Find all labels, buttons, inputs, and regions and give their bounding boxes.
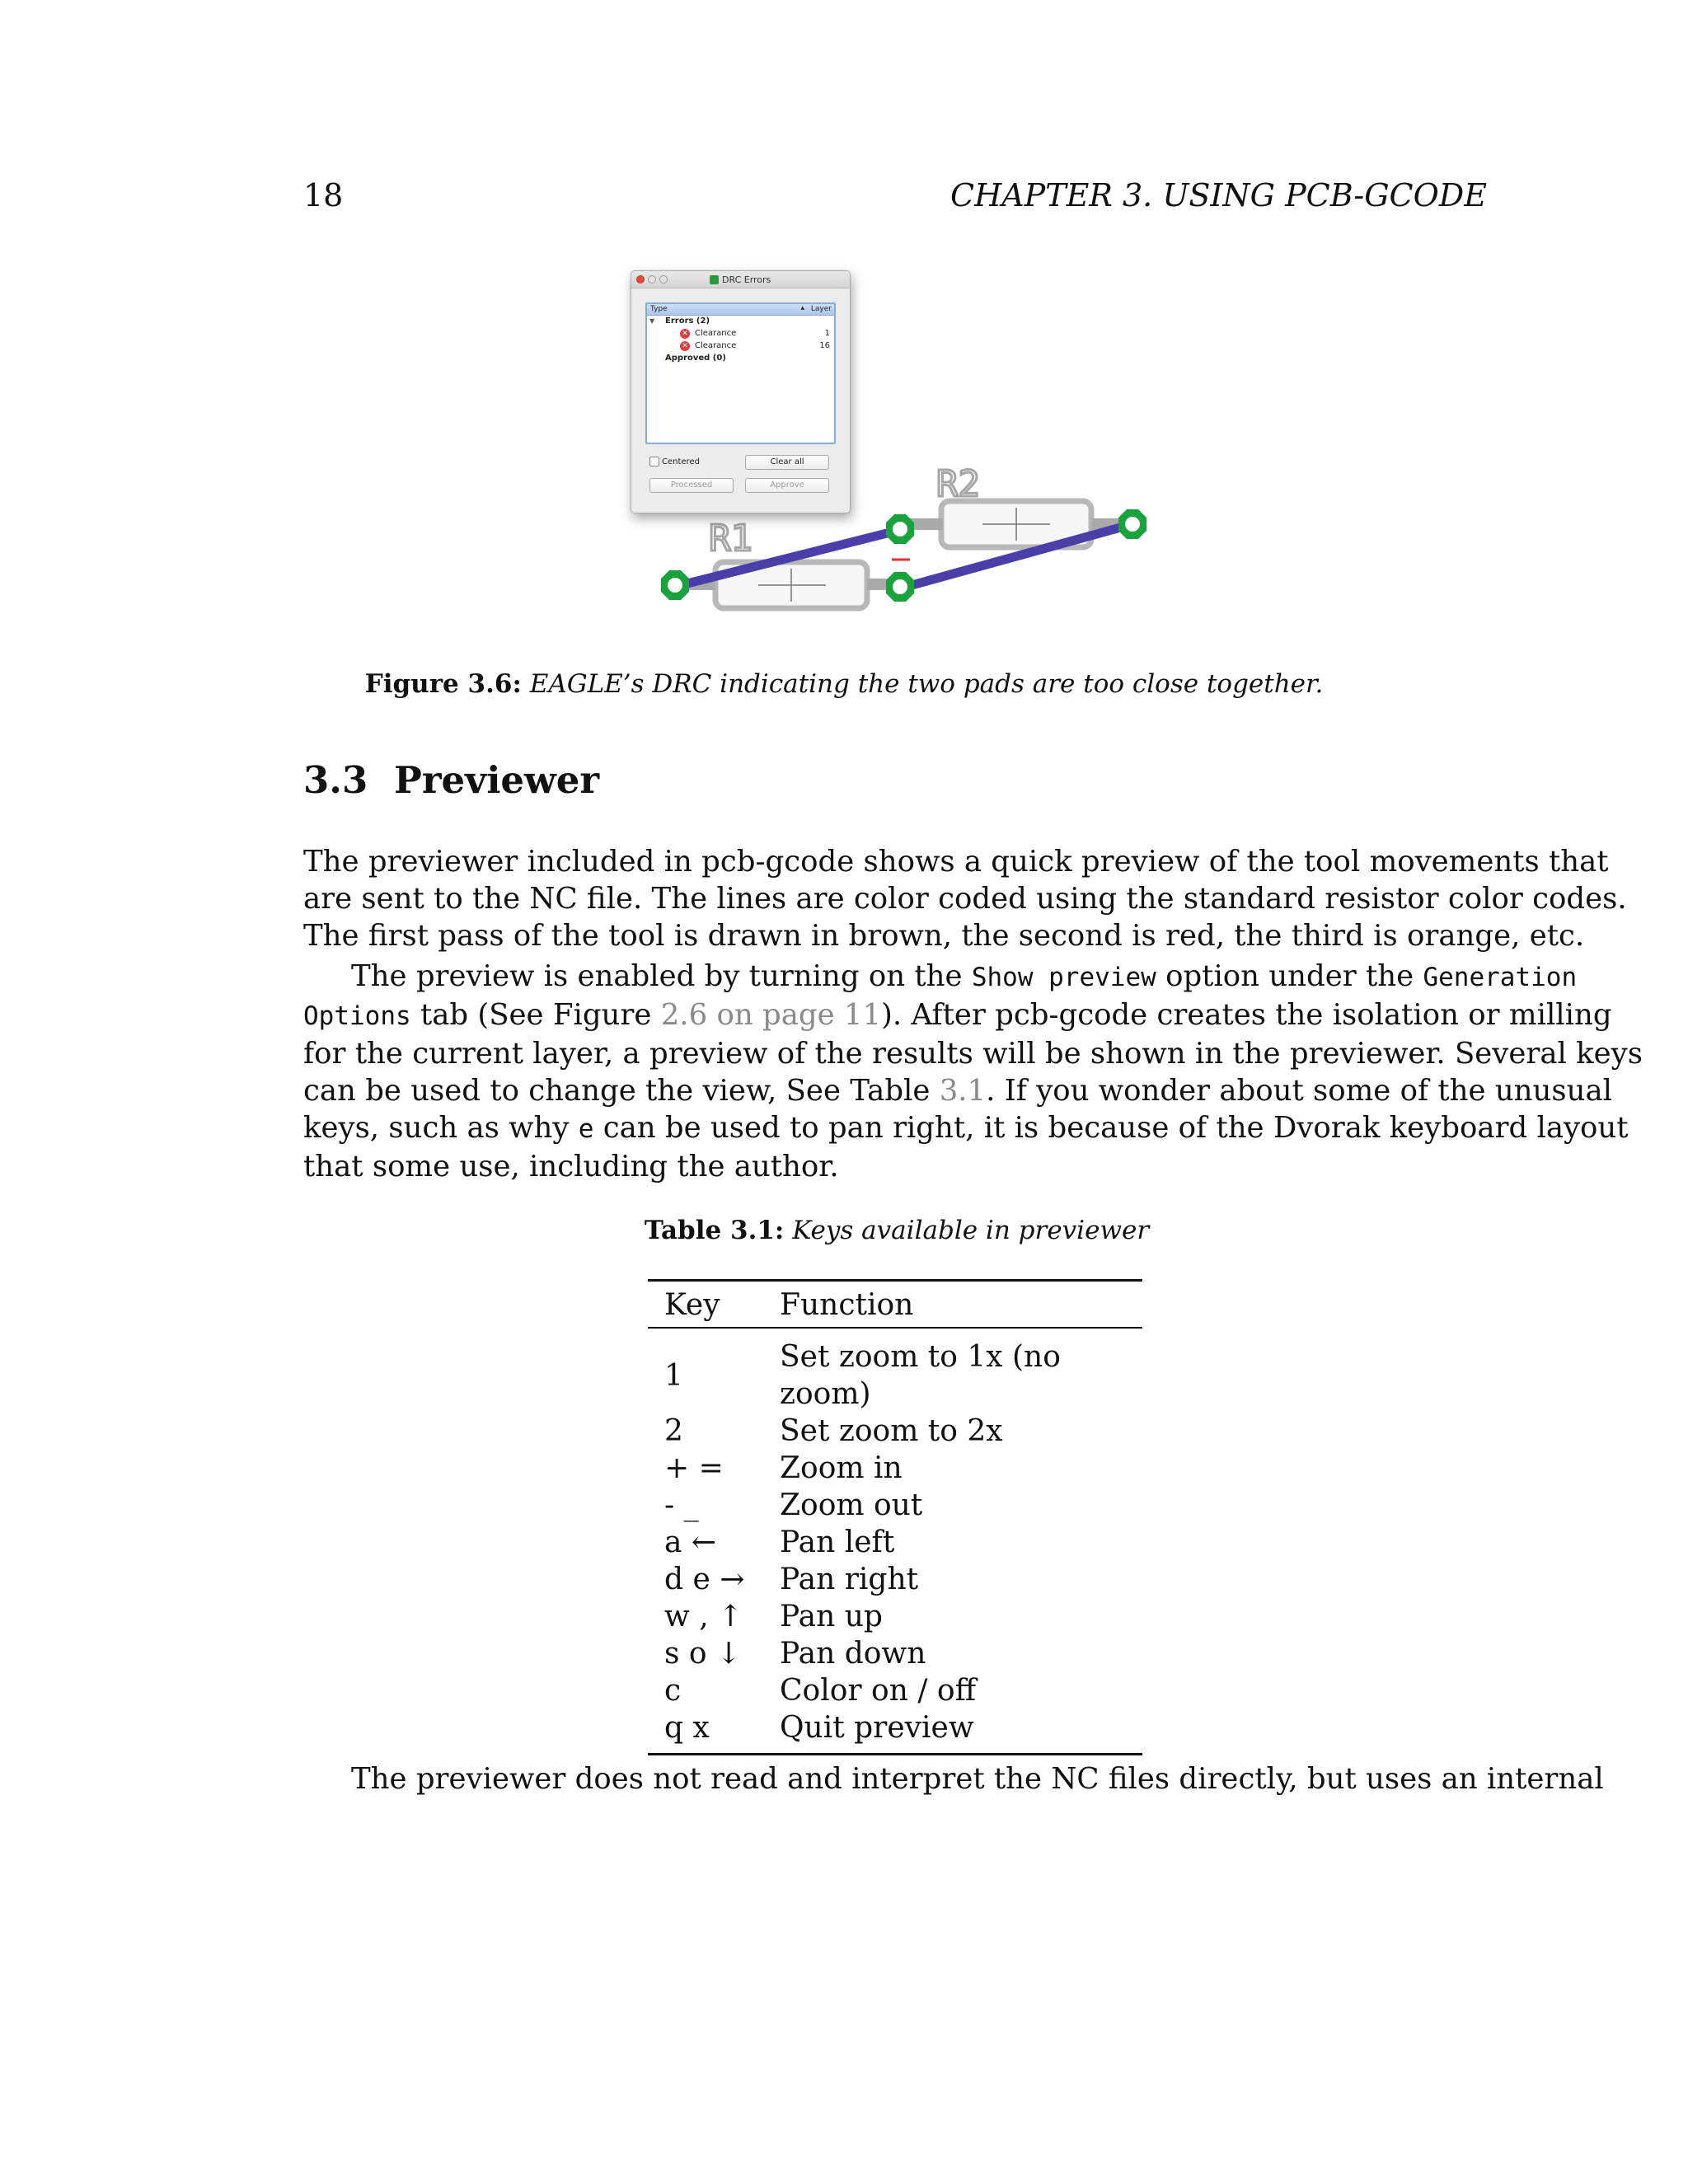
dialog-titlebar: [631, 271, 850, 288]
table-link[interactable]: 3.1: [939, 1074, 987, 1108]
header-key: Key: [664, 1288, 720, 1322]
header-function: Function: [780, 1288, 914, 1322]
pad-3: [886, 572, 914, 602]
eagle-app-icon: [710, 275, 719, 284]
running-head: CHAPTER 3. USING PCB-GCODE: [950, 177, 1487, 213]
figure-caption: Figure 3.6: EAGLE’s DRC indicating the two pads are too close together.: [364, 669, 1324, 699]
minimize-icon[interactable]: [648, 275, 656, 284]
page-number: 18: [303, 177, 344, 213]
list-item[interactable]: ▼ Errors (2): [649, 316, 710, 326]
pad-2: [886, 514, 914, 544]
r1-label: R1: [709, 518, 753, 560]
table-row: + = Zoom in: [664, 1451, 903, 1485]
list-item[interactable]: ✕ Clearance 16: [647, 340, 834, 353]
processed-button[interactable]: Processed: [649, 478, 734, 493]
pad-1: [661, 570, 689, 600]
resistor-r2: [910, 501, 1124, 547]
resistor-r1: [682, 562, 900, 608]
dialog-title: DRC Errors: [722, 274, 771, 285]
error-icon: ✕: [680, 341, 690, 351]
paragraph-2: The preview is enabled by turning on the Show preview option under the Generation Options tab (See Figure 2.6 on page 11). After pcb-gcode creates the isolation or milling for the current layer, a preview of the results will be shown in the previewer. Several keys can be used to change the view, See Table 3.1. If you wonder about some of the unusual keys, such as why e can be used to pan right, it is because of the Dvorak keyboard layout that some use, including the author.: [303, 959, 1643, 1183]
disclosure-triangle-icon[interactable]: ▼: [649, 317, 655, 325]
table-row: 1 Set zoom to 1x (no zoom): [664, 1340, 1061, 1411]
column-type[interactable]: Type: [650, 305, 668, 313]
drc-errors-dialog: [631, 270, 851, 513]
column-layer[interactable]: Layer: [810, 305, 832, 313]
r2-label: R2: [936, 463, 980, 505]
section-heading: 3.3 Previewer: [303, 758, 600, 802]
table-row: q x Quit preview: [648, 1709, 1142, 1755]
zoom-icon[interactable]: [659, 275, 668, 284]
closing-paragraph: The previewer does not read and interpret the NC files directly, but uses an internal: [351, 1762, 1604, 1796]
table-row: w , ↑ Pan up: [664, 1600, 883, 1633]
list-item[interactable]: Approved (0): [665, 354, 726, 363]
table-caption: Table 3.1: Keys available in previewer: [644, 1216, 1150, 1245]
centered-checkbox[interactable]: Centered: [649, 457, 700, 466]
approve-button[interactable]: Approve: [745, 478, 829, 493]
error-icon: ✕: [680, 329, 690, 339]
clear-all-button[interactable]: Clear all: [745, 455, 829, 470]
list-item[interactable]: ✕ Clearance 1: [647, 328, 834, 340]
close-icon[interactable]: [636, 275, 645, 284]
keys-table: [648, 1279, 1142, 1755]
sort-arrow-icon: ▴: [800, 304, 804, 312]
error-list[interactable]: [645, 302, 836, 444]
table-row: s o ↓ Pan down: [664, 1637, 926, 1671]
table-row: - _ Zoom out: [664, 1488, 923, 1522]
table-row: c Color on / off: [664, 1674, 977, 1708]
figure-link[interactable]: 2.6 on page 11: [660, 998, 882, 1032]
pad-4: [1118, 509, 1146, 539]
table-row: 2 Set zoom to 2x: [664, 1414, 1003, 1448]
table-row: a ← Pan left: [664, 1526, 895, 1559]
paragraph-1: The previewer included in pcb-gcode shows a quick preview of the tool movements that are sent to the NC file. The lines are color coded using the standard resistor color codes. The first pass of the tool is drawn in brown, the second is red, the third is orange, etc.: [303, 845, 1627, 953]
table-row: d e → Pan right: [664, 1563, 919, 1596]
